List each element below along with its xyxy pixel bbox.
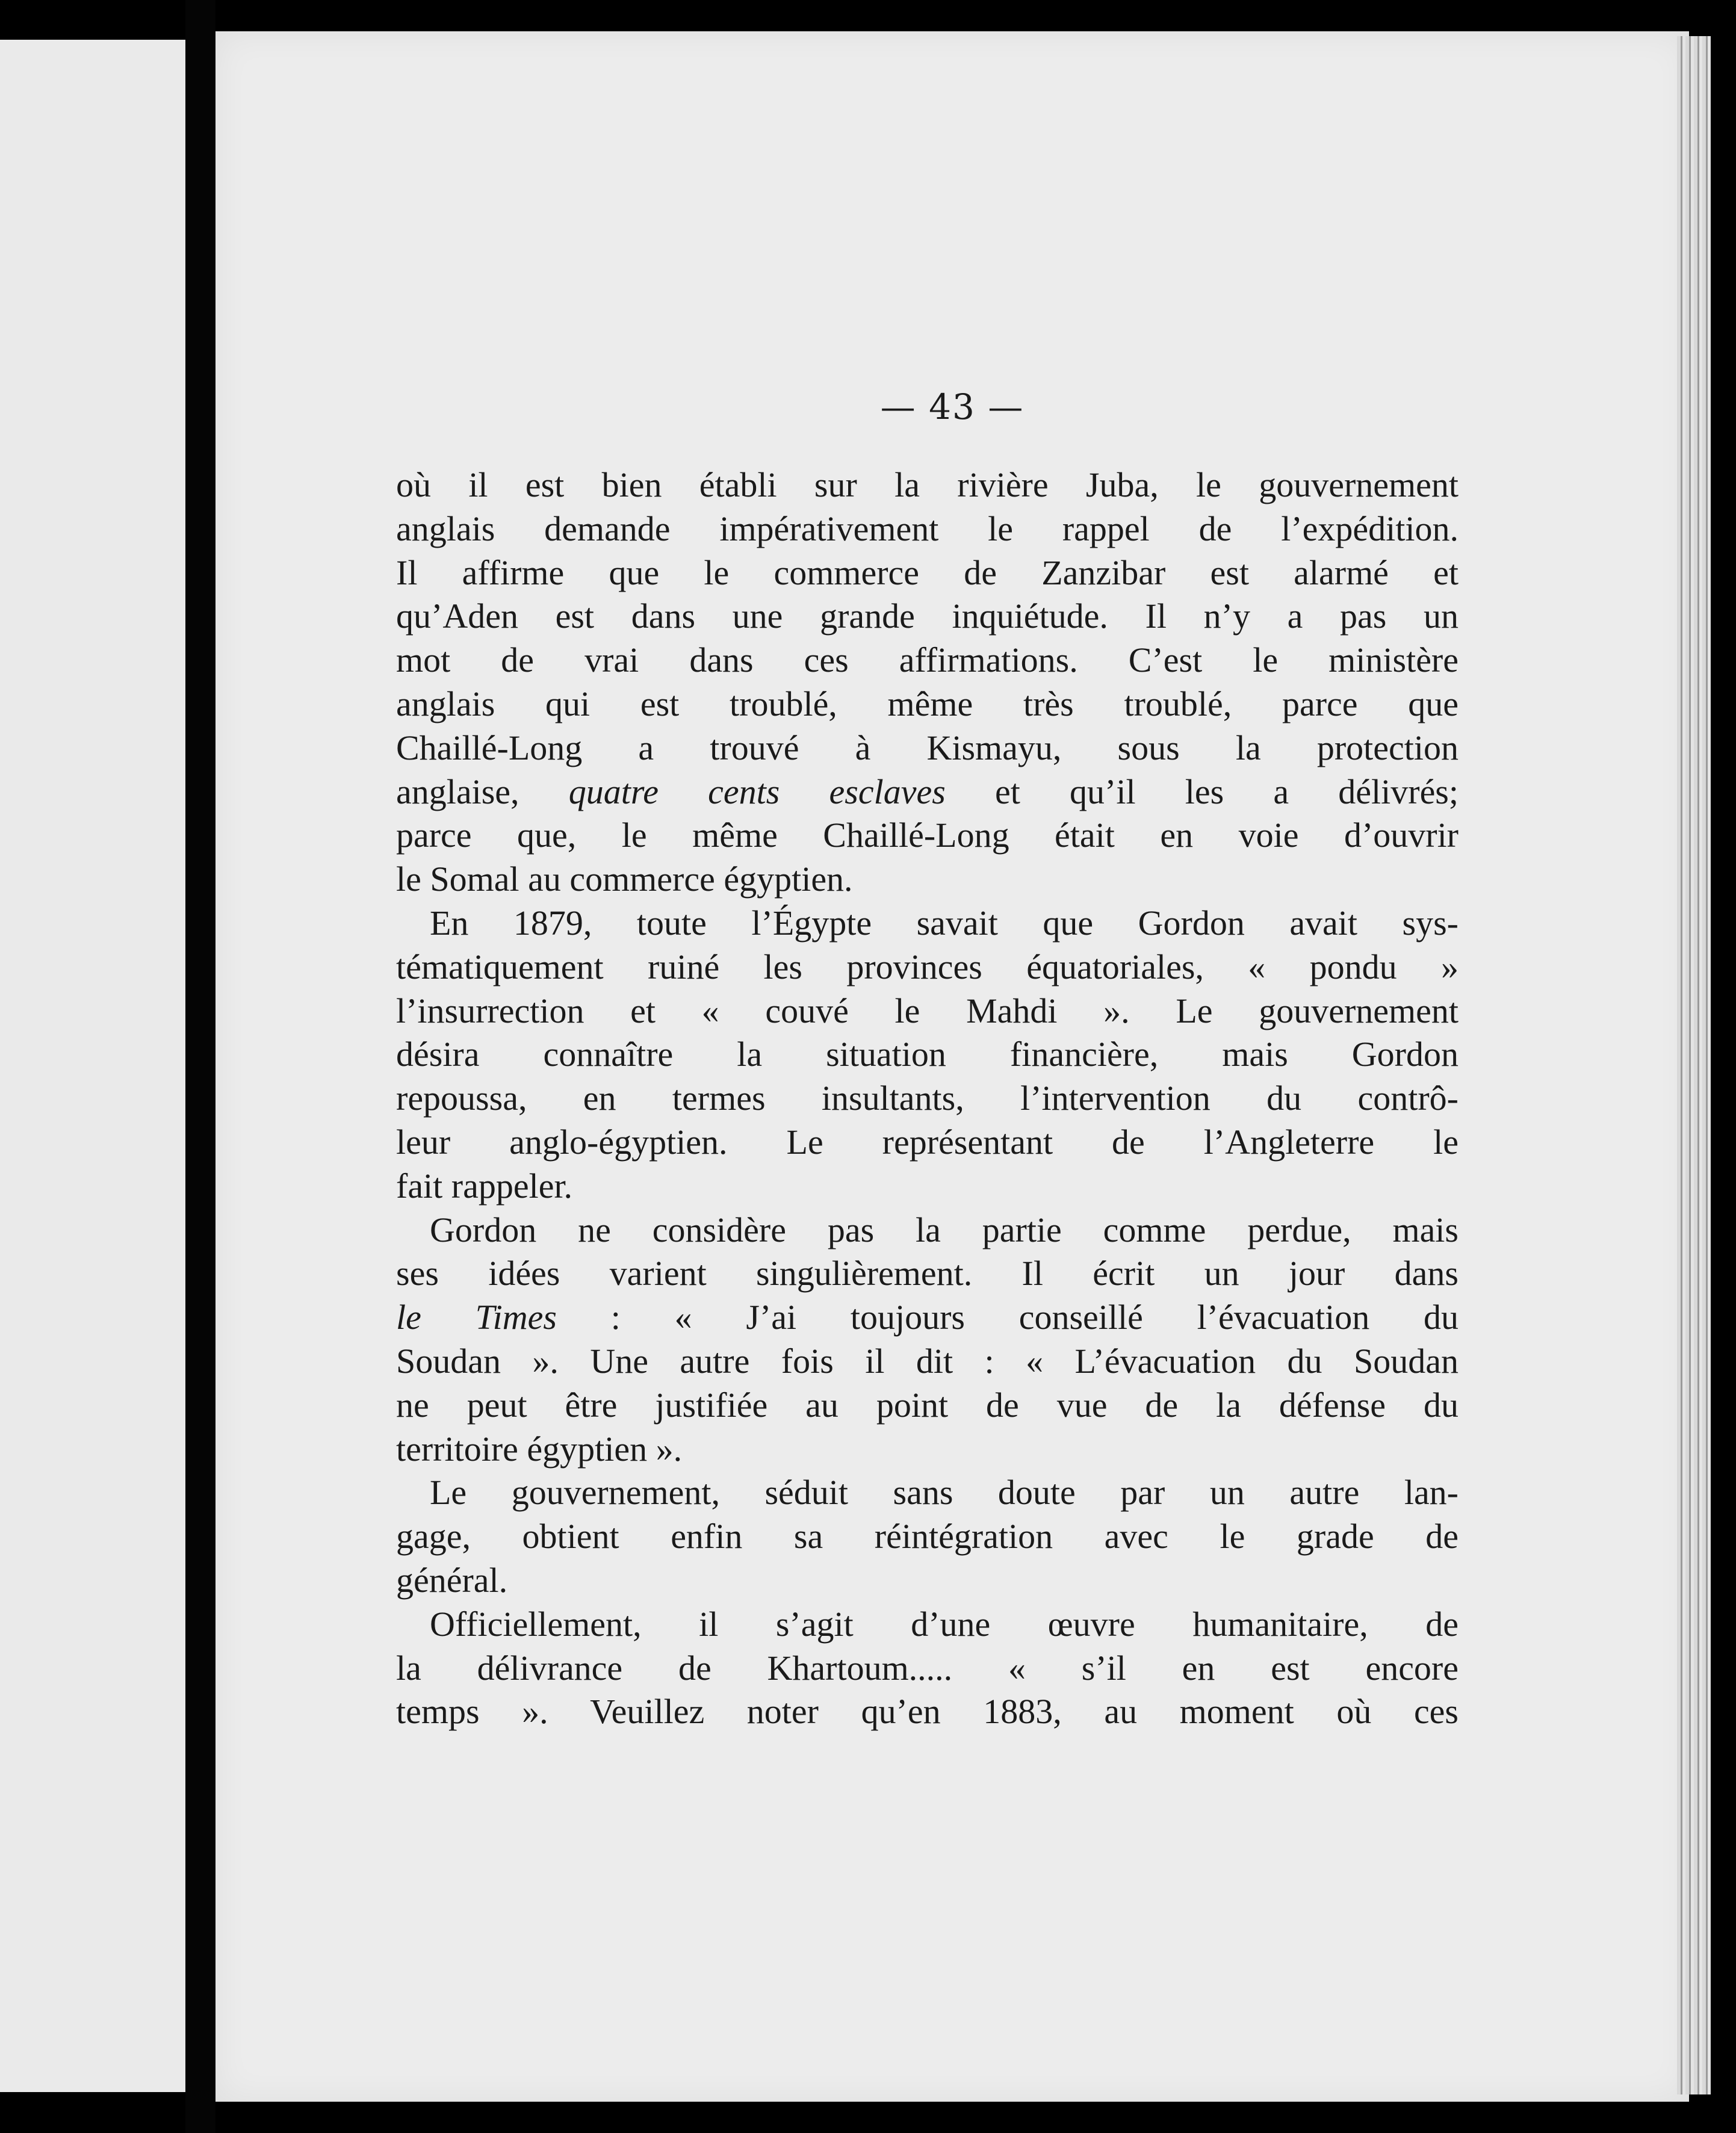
line-text: fait rappeler. xyxy=(396,1166,573,1206)
text-line xyxy=(396,1428,1459,1472)
page-edges xyxy=(1677,36,1711,2094)
text-line xyxy=(396,1033,1459,1077)
text-line xyxy=(396,507,1459,551)
text-line xyxy=(396,639,1459,683)
line-text: mot de vrai dans ces affirmations. C’est le ministère xyxy=(396,640,1459,680)
text-line xyxy=(396,1252,1459,1296)
text-line xyxy=(396,946,1459,989)
line-text: : « J’ai toujours conseillé l’évacuation du xyxy=(556,1298,1459,1337)
line-text: général. xyxy=(396,1560,508,1600)
facing-page-edge xyxy=(0,40,185,2092)
text-line xyxy=(396,1340,1459,1384)
line-text: Soudan ». Une autre fois il dit : « L’évacuation du Soudan xyxy=(396,1341,1459,1381)
line-text: l’insurrection et « couvé le Mahdi ». Le gouvernement xyxy=(396,991,1459,1030)
text-line xyxy=(396,814,1459,858)
text-line xyxy=(396,1121,1459,1165)
text-line xyxy=(396,726,1459,770)
text-line xyxy=(396,1690,1459,1734)
line-text: tématiquement ruiné les provinces équatoriales, « pondu » xyxy=(396,947,1459,986)
book-gutter xyxy=(185,0,215,2133)
text-line xyxy=(396,595,1459,639)
line-text: Il affirme que le commerce de Zanzibar est alarmé et xyxy=(396,553,1459,592)
text-line xyxy=(396,902,1459,946)
line-text: Le gouvernement, séduit sans doute par un autre lan- xyxy=(430,1473,1459,1512)
line-text: qu’Aden est dans une grande inquiétude. Il n’y a pas un xyxy=(396,596,1459,636)
line-text: Officiellement, il s’agit d’une œuvre humanitaire, de xyxy=(430,1604,1459,1644)
text-line xyxy=(396,1515,1459,1559)
line-text: anglaise, xyxy=(396,772,569,811)
line-text: gage, obtient enfin sa réintégration avec le grade de xyxy=(396,1517,1459,1556)
text-line xyxy=(396,463,1459,507)
line-text: Chaillé-Long a trouvé à Kismayu, sous la protection xyxy=(396,728,1459,767)
text-line xyxy=(396,1471,1459,1515)
book-page xyxy=(215,31,1689,2102)
text-line xyxy=(396,858,1459,902)
line-text: Gordon ne considère pas la partie comme perdue, mais xyxy=(430,1210,1459,1249)
line-text: parce que, le même Chaillé-Long était en voie d’ouvrir xyxy=(396,816,1459,855)
text-line xyxy=(396,1603,1459,1647)
line-text: la délivrance de Khartoum..... « s’il en est encore xyxy=(396,1648,1459,1688)
italic-text: quatre cents esclaves xyxy=(568,772,946,811)
line-text: ses idées varient singulièrement. Il écrit un jour dans xyxy=(396,1254,1459,1293)
text-line xyxy=(396,989,1459,1033)
body-text xyxy=(396,463,1459,1734)
page-number: — 43 — xyxy=(880,386,1025,427)
text-line xyxy=(396,683,1459,726)
text-line xyxy=(396,770,1459,814)
text-line xyxy=(396,1209,1459,1252)
text-line xyxy=(396,1559,1459,1603)
text-line xyxy=(396,551,1459,595)
line-text: anglais qui est troublé, même très troublé, parce que xyxy=(396,684,1459,723)
line-text: anglais demande impérativement le rappel de l’expédition. xyxy=(396,509,1459,548)
text-line xyxy=(396,1384,1459,1428)
line-text: le Somal au commerce égyptien. xyxy=(396,859,853,899)
text-line xyxy=(396,1647,1459,1691)
italic-text: le Times xyxy=(396,1298,557,1337)
line-text: et qu’il les a délivrés; xyxy=(945,772,1459,811)
line-text: leur anglo-égyptien. Le représentant de l’Angleterre le xyxy=(396,1122,1459,1162)
line-text: repoussa, en termes insultants, l’intervention du contrô- xyxy=(396,1079,1459,1118)
text-line xyxy=(396,1296,1459,1340)
line-text: temps ». Veuillez noter qu’en 1883, au moment où ces xyxy=(396,1692,1459,1732)
text-line xyxy=(396,1165,1459,1209)
line-text: ne peut être justifiée au point de vue de la défense du xyxy=(396,1385,1459,1425)
text-line xyxy=(396,1077,1459,1121)
line-text: désira connaître la situation financière, mais Gordon xyxy=(396,1035,1459,1074)
line-text: En 1879, toute l’Égypte savait que Gordon avait sys- xyxy=(430,903,1459,943)
line-text: territoire égyptien ». xyxy=(396,1429,683,1469)
line-text: où il est bien établi sur la rivière Juba, le gouvernement xyxy=(396,465,1459,504)
